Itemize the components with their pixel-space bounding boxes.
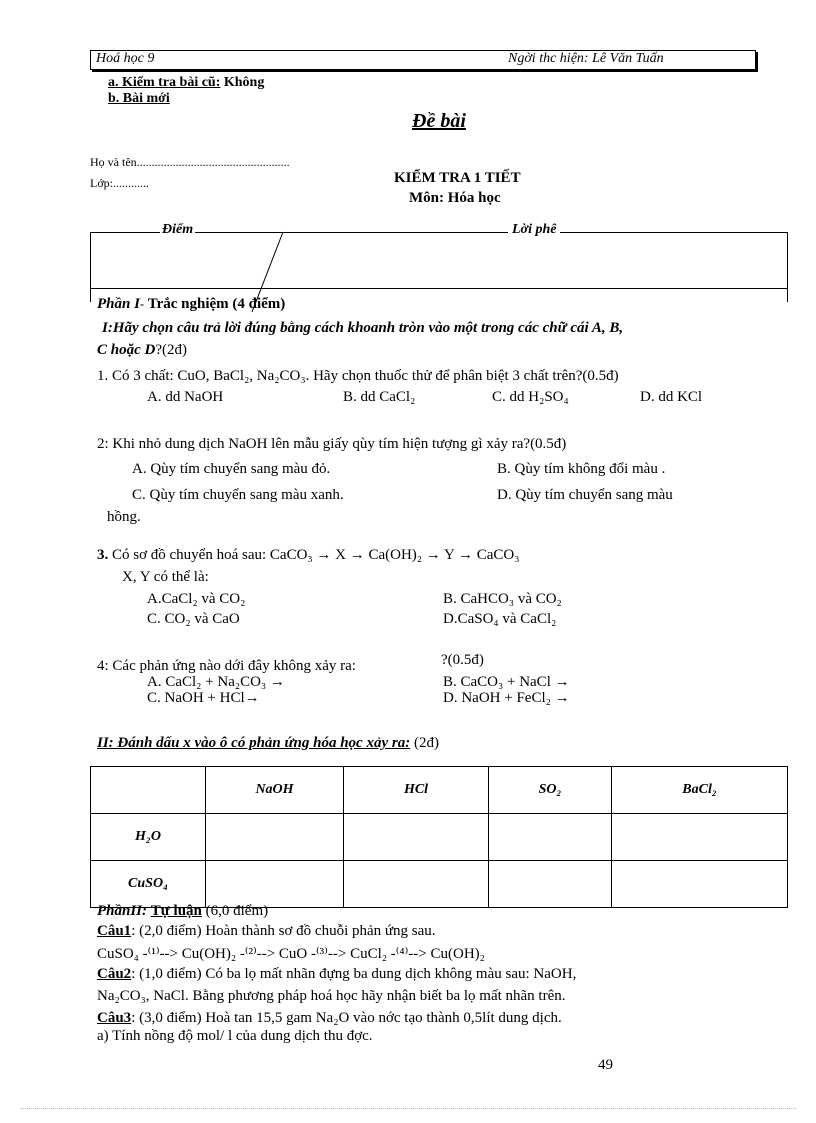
c2-text2: Na₂CO₃, NaCl. Bằng phương pháp hoá học hãy nhận biết ba lọ mất nhãn trên. xyxy=(97,988,566,1004)
exam-subject: Môn: Hóa học xyxy=(409,190,501,206)
table-cell[interactable] xyxy=(612,861,788,908)
q2-text: 2: Khi nhỏ dung dịch NaOH lên mẫu giấy qùy tím hiện tượng gì xảy ra?(0.5đ) xyxy=(97,436,567,452)
student-class-dots: ............ xyxy=(113,176,150,190)
part2-instruction: II: Đánh dấu x vào ô có phản ứng hóa học xảy ra: xyxy=(97,735,411,751)
q3-option-a: A.CaCl₂ và CO₂ xyxy=(147,591,246,607)
table-col-header: BaCl₂ xyxy=(612,767,788,814)
q3-option-c: C. CO₂ và CaO xyxy=(147,611,240,627)
header-subject: Hoá học 9 xyxy=(96,51,155,66)
page-title: Đề bài xyxy=(412,110,466,132)
student-class-label: Lớp: xyxy=(90,176,114,190)
c3-a: a) Tính nồng độ mol/ l của dung dịch thu đợc. xyxy=(97,1028,373,1044)
intro-a-label: a. Kiểm tra bài cũ: xyxy=(108,75,221,90)
q3-number: 3. xyxy=(97,547,109,563)
q1-option-b: B. dd CaCl₂ xyxy=(343,389,416,405)
table-header-row xyxy=(91,767,788,814)
table-col-header: NaOH xyxy=(206,767,344,814)
table-cell[interactable] xyxy=(344,861,489,908)
q1-option-c: C. dd H₂SO₄ xyxy=(492,389,569,405)
part3-label: PhầnII: xyxy=(97,903,148,919)
intro-b-label: b. Bài mới xyxy=(108,91,170,106)
c3-line xyxy=(97,1010,562,1027)
student-name-label: Họ và tên xyxy=(90,155,137,169)
part3-title: Tự luận xyxy=(150,903,202,919)
c1-line xyxy=(97,923,436,940)
table-cell[interactable] xyxy=(489,861,612,908)
c2-label: Câu2 xyxy=(97,966,132,982)
q4-points: ?(0.5đ) xyxy=(441,652,484,668)
page-number: 49 xyxy=(598,1057,613,1073)
header-author: Ngời thc hiện: Lê Văn Tuấn xyxy=(508,51,664,66)
table-row xyxy=(91,861,788,908)
q1-option-d: D. dd KCl xyxy=(640,389,703,405)
table-col-header: SO₂ xyxy=(489,767,612,814)
comment-label: Lời phê xyxy=(508,222,560,238)
part3-points: (6,0 điểm) xyxy=(205,903,269,919)
part2-points: (2đ) xyxy=(413,735,439,751)
part3-heading xyxy=(97,903,268,920)
part1-instruction: I:Hãy chọn câu trả lời đúng bằng cách khoanh tròn vào một trong các chữ cái A, B, xyxy=(102,320,624,336)
c3-text: : (3,0 điểm) Hoà tan 15,5 gam Na₂O vào nớc tạo thành 0,5lít dung dịch. xyxy=(131,1010,562,1026)
c1-label: Câu1 xyxy=(97,923,132,939)
part1-title: Trắc nghiệm (4 điểm) xyxy=(147,296,286,312)
score-label: Điểm xyxy=(162,222,194,237)
q4-text: 4: Các phản ứng nào dới đây không xảy ra: xyxy=(97,658,356,674)
table-cell[interactable] xyxy=(612,814,788,861)
table-corner-cell xyxy=(91,767,206,814)
q2-option-b: B. Qùy tím không đổi màu . xyxy=(497,461,666,477)
q3-option-b: B. CaHCO₃ và CO₂ xyxy=(443,591,562,607)
table-cell[interactable] xyxy=(206,814,344,861)
table-row-header: CuSO₄ xyxy=(91,861,206,908)
part2-instruction-line xyxy=(97,735,439,752)
q4-option-c: C. NaOH + HCl→ xyxy=(147,690,260,706)
c1-text: : (2,0 điểm) Hoàn thành sơ đồ chuỗi phản ứng sau. xyxy=(131,923,436,939)
table-col-header: HCl xyxy=(344,767,489,814)
q2-option-c: C. Qùy tím chuyển sang màu xanh. xyxy=(132,487,344,503)
table-cell[interactable] xyxy=(489,814,612,861)
q2-option-a: A. Qùy tím chuyển sang màu đỏ. xyxy=(132,461,331,477)
c2-text: : (1,0 điểm) Có ba lọ mất nhãn đựng ba dung dịch không màu sau: NaOH, xyxy=(131,966,577,982)
q3-sub: X, Y có thể là: xyxy=(122,569,209,585)
score-divider-slash xyxy=(0,0,816,330)
table-cell[interactable] xyxy=(206,861,344,908)
q1-text: 1. Có 3 chất: CuO, BaCl₂, Na₂CO₃. Hãy chọn thuốc thử để phân biệt 3 chất trên?(0.5đ) xyxy=(97,368,619,384)
part1-label: Phần I xyxy=(97,296,140,312)
table-row xyxy=(91,814,788,861)
q4-option-b: B. CaCO₃ + NaCl → xyxy=(443,674,570,690)
student-name-dots: ................................................... xyxy=(136,155,290,169)
part1-instruction2 xyxy=(97,342,187,359)
q4-option-d: D. NaOH + FeCl₂ → xyxy=(443,690,570,706)
part1-heading: Phần I- Trắc nghiệm (4 điểm) xyxy=(97,296,286,312)
part1-instruction2-tail: ?(2đ) xyxy=(155,342,187,358)
exam-heading: KIỂM TRA 1 TIẾT xyxy=(394,170,521,186)
q3-text xyxy=(97,547,519,564)
q2-option-d-cont: hồng. xyxy=(107,509,141,525)
q4-option-a: A. CaCl₂ + Na₂CO₃ → xyxy=(147,674,285,690)
q3-body: Có sơ đồ chuyển hoá sau: CaCO₃ → X → Ca(OH)₂ → Y → CaCO₃ xyxy=(108,547,520,563)
footer-divider xyxy=(20,1108,796,1109)
c2-line xyxy=(97,966,576,983)
intro-a-value: Không xyxy=(223,75,265,90)
q1-option-a: A. dd NaOH xyxy=(147,389,224,405)
q3-option-d: D.CaSO₄ và CaCl₂ xyxy=(443,611,557,627)
c1-chain: CuSO₄ -⁽¹⁾--> Cu(OH)₂ -⁽²⁾--> CuO -⁽³⁾--> CuCl₂ -⁽⁴⁾--> Cu(OH)₂ xyxy=(97,946,485,962)
table-cell[interactable] xyxy=(344,814,489,861)
reaction-table xyxy=(90,766,788,908)
table-row-header: H₂O xyxy=(91,814,206,861)
part1-instruction2-text: C hoặc D xyxy=(97,342,156,358)
q2-option-d: D. Qùy tím chuyển sang màu xyxy=(497,487,673,503)
c3-label: Câu3 xyxy=(97,1010,132,1026)
